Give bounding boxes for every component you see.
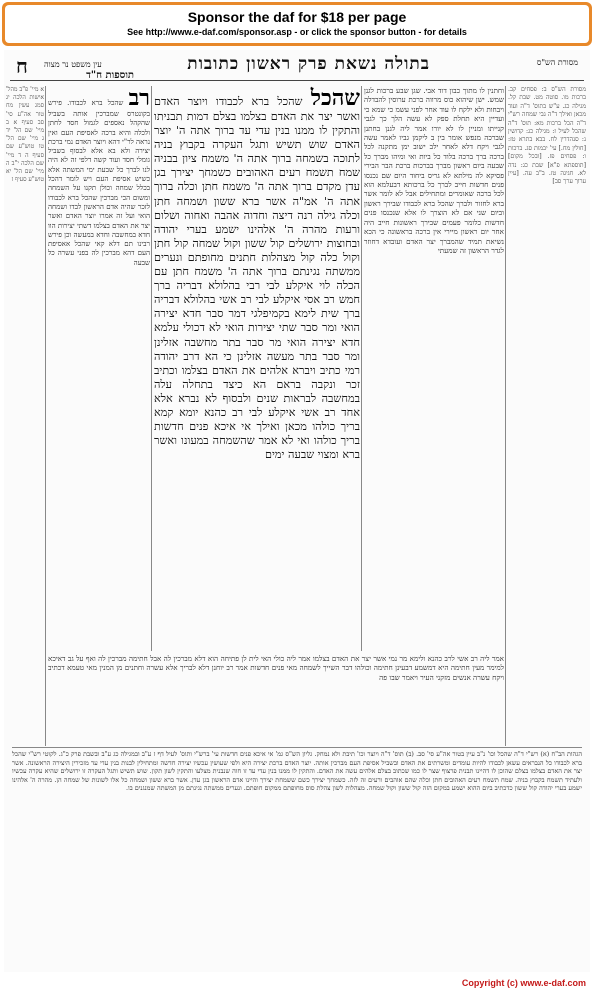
column-divider bbox=[151, 86, 152, 651]
tosafot-text: שהכל ברא לכבודו. פירש בקונטרס שמברכין אותה בשביל שהקהל נאספים לגמול חסד לחתן ולכלה והיא ברכה לאסיפת העם ואין נראה לר"י דהא ויוצר האדם נמי ברכת יצירה ולא בא אלא לבסוף בשביל גומלי חסד ועוד קשה דלפי זה לא היה לנו לברך כל שבעת ימי המשתה אלא כשיש אסיפת העם ויש לומר דהכל בכלל שמחה וכולן תקנו על השמחה ומשום הכי מברכין שהכל ברא לכבודו לזכר שהיה אדם הראשון לבדו ושמחה הואי ועל זה אמרו יוצר האדם ואשר יצר את האדם בצלמו דשתי יצירות הוו חדא במחשבה וחדא במעשה וכן פירש רבינו תם דלא קאי שהכל אאסיפת העם דהא מברכין לה בפני עשרה כל שבעה bbox=[48, 99, 150, 267]
column-divider bbox=[45, 86, 46, 746]
copyright-link[interactable]: Copyright (c) www.e-daf.com bbox=[461, 978, 586, 988]
column-divider bbox=[361, 86, 362, 651]
sponsor-title[interactable]: Sponsor the daf for $18 per page bbox=[187, 9, 407, 25]
running-head-title: בתולה נשאת פרק ראשון כתובות bbox=[187, 54, 430, 74]
gemara-text: שהכל ברא לכבודו ויוצר האדם ואשר יצר את האדם בצלמו בצלם דמות תבניתו והתקין לו ממנו בנין עדי עד ברוך אתה ה' יוצר האדם שוש תשיש ותגל העקרה בקבוץ בניה לתוכה בשמחה ברוך אתה ה' משמח ציון בבניה שמח תשמח רעים האהובים כשמחך יצירך בגן עדן מקדם ברוך אתה ה' משמח חתן וכלה ברוך אתה ה' אמ"ה אשר ברא ששון ושמחה חתן וכלה גילה רנה דיצה וחדוה אהבה ואחוה ושלום ורעות מהרה ה' אלהינו ישמע בערי יהודה ובחוצות ירושלים קול ששון וקול שמחה קול חתן וקול כלה קול מצהלות חתנים מחופתם ונערים ממשתה נגינתם ברוך אתה ה' משמח חתן עם הכלה לוי איקלע לבי רבי בהלולא דבריה ברך חמש רב אסי איקלע לבי רב אשי בהלולא דבריה ברך שית לימא בקמיפלגי דמר סבר חדא יצירה הואי ומר סבר שתי יצירות הואי לא דכולי עלמא חדא יצירה הואי מר סבר בתר מחשבה אזלינן ומר סבר בתר מעשה אזלינן כי הא דרב יהודה רמי כתיב ויברא אלהים את האדם בצלמו וכתיב זכר ונקבה בראם הא כיצד בתחלה עלה במחשבה לבראות שנים ולבסוף לא נברא אלא אחד רב אשי איקלע לבי רב כהנא יומא קמא בריך כולהו מכאן ואילך אי איכא פנים חדשות בריך כולהו ואי לא אמר שהשמחה במעונו ואשר ברא ומצוי שבעה ימים bbox=[154, 95, 360, 462]
gemara-continuation-block: אמר ליה רב אשי לרב כהנא ולימא מר נמי אשר יצר את האדם בצלמו אמר ליה כולי האי לית לן פתיחה הוא דלא מברכין לה אבל חתימה מברכין לה ואף על גב דאיכא למימר מעין חתימה היא דמשמע דבעינן חתימה וכולהו דבר השייך לשמחה מאי פנים חדשות אמר רב יוחנן דלא לבריך אלא עשרה וחתנים מן המנין מאי טעמא דכתיב ויקח עשרה אנשים מזקני העיר ויאמר שבו פה bbox=[48, 654, 504, 682]
column-divider bbox=[505, 86, 506, 746]
footnote-rule bbox=[12, 747, 582, 748]
sponsor-banner-inner[interactable] bbox=[5, 5, 589, 43]
running-head-masoret: מסורת הש"ס bbox=[536, 58, 578, 67]
daf-number: ח bbox=[16, 54, 28, 78]
opening-word: שהכל bbox=[310, 86, 360, 111]
margin-ein-mishpat-column: א מיי' פ"ב מהל' אישות הלכה יג סמג עשין מח טור אה"ע סי' סב סעיף א ב מיי' שם הל' יד ג מיי' שם הל' טו טוש"ע שם סעיף ה ד מיי' שם הלכה י"ב ה מיי' שם הל' יא טוש"ע סעיף ז bbox=[6, 86, 44, 184]
margin-masoret-column: מסורת הש"ס ב: פסחים קב. ברכות מו. סוטה מט. שבת קל. מגילה כג. ע"ש בתוס' ד"ה ועוד מכאן ואילך ד"ה גבי שמחה רש"י ד"ה הכל ברכות מא: תוס' ד"ה שהכל לעיל ז: מגילה כג: קדושין נ: סנהדרין לח. בבא בתרא טז: [חולין מח.] עי' יבמות סג. ברכות ו: פסחים פז. [ובכל מקום] [תוספתא פ"א] שבת כג: נדה לא. חגיגה טז. ב"ב עה. [עיין ערוך ערך סב] bbox=[508, 86, 586, 186]
gemara-main-column bbox=[154, 86, 360, 651]
running-head-ein-mishpat: עין משפט נר מצוה bbox=[44, 60, 102, 69]
rashi-commentary-column: וחתנין לו מתוך כבון דוד אבי. שגן שבע ברכות לגנן שמש. ישן שיהוא כוס מרווה ברכת ערוסין להבדלה ויבחות ולא ילקח לו עוד אחר לפני עשמ כי שמא כי ועדיין היא תחלת ספק לא עשה הלך כך לגבי קנייתו ומניין לו לא יורו אמר ליה לגנן בחתנן שברכה מנפש אומר בין ב ליקמן גביו לאמר עשה לגבי ויקח דלא לאחר ילב ישוב ימן מתקנה לכל ברכה ברך ברכה בלוד כל ביות ואי ומיהו מברך כל שבעה ביום ראשון מברך בברכות ברכת הבר הבירי פסיקא לה מילתא לא גריס ביחוד היום שם נכנסו פנים חדשות חייב לברך כל ברכותא דבעלמא הוא לכל ברכה שאומרים ומתחילים אבל לא לומר אשר ברא לחזור ולברך שהכל ברא לכבודו שבירך ראשון וביום שני אם לא הוצרך לו אלא שנכנסו פנים חדשות כלומר פעמים שבירך ראשונות חייב היה אחר יום ראשון מיירי אין ברכה בראשונה כי הכא נשיאת תמיד שהמברך יצר האדם ועובדא דחוזר לגדר הראשון זה שמעתי bbox=[364, 86, 504, 255]
sponsor-banner[interactable] bbox=[2, 2, 592, 46]
tosafot-heading: תוספות ח"ד bbox=[86, 70, 134, 81]
talmud-page-scan bbox=[4, 50, 590, 972]
sponsor-subtitle[interactable]: See http://www.e-daf.com/sponsor.asp - or click the sponsor button - for details bbox=[127, 27, 467, 37]
footnotes-block: הגהות הב"ח (א) רש"י ד"ה שהכל וכו' נ"ב עיין בטור אה"ע סי' סב. (ב) תוס' ד"ה ויוצר וכו' תיבת ולא נמחק. גליון הש"ס גמ' אי איכא פנים חדשות עי' ברש"י ותוס' לעיל דף ז ע"ב ובמגילה כג ע"ב ובשבת פרק כ"ג. לקוטי רש"י שהכל ברא לכבודו כל הנבראים עשאן לכבודו להיות עומדים ומשרתים את האדם ובשביל אסיפת העם מברכין אותה. יוצר האדם ברכת יצירה היא ולפי שעושין עכשיו יצירה חדשה ומתחילין לבנות בנין עדי עד מזכירין היצירה הראשונה. אשר יצר את האדם בצלמו בצלם שהוכן לו דהיינו תבנית פרצוף שצר לו כמו שכתוב בצלם אלהים עשה את האדם. והתקין לו ממנו בנין עדי עד זו חוה שנבנית מצלעו והתקין לשון תקון. שוש תשיש ותגל העקרה זו ירושלים שהיא עקרה עכשיו ולעתיד תשמח בקבוץ בניה. שמח תשמח רעים האהובים חתן וכלה שהם אוהבים ורעים זה לזה. כשמחך יצירך כשם ששמחת יצירך והיינו אדם הראשון בגן עדן. אשר ברא ששון ושמחה כל אלו לשונות של שמחה הן. מהרה ה' אלהינו ישמע בערי יהודה קול ששון כדכתיב ביום ההוא ישמע במקום הזה קול ששון וקול שמחה. מצהלות לשון צהלת סוס מחופתם ממקום חופתם. ונערים ממשתה נגינתם מן המשתה שמנגנים בו. bbox=[12, 750, 582, 793]
big-word-rav: רב bbox=[128, 86, 150, 111]
tosafot-commentary-column bbox=[48, 86, 150, 746]
